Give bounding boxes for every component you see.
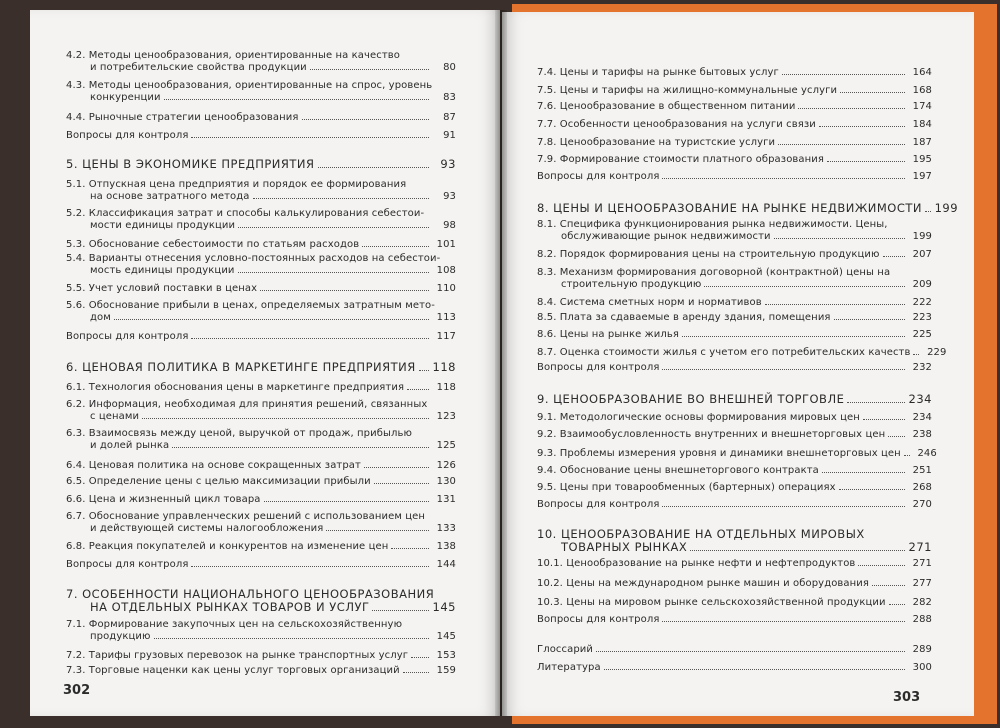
toc-entry-title: конкуренции [90, 92, 161, 103]
toc-page-number: 207 [912, 249, 932, 260]
toc-entry [537, 464, 932, 476]
toc-entry-title: Вопросы для контроля [66, 559, 189, 570]
toc-dot-leader [164, 91, 429, 100]
toc-page-number: 153 [436, 650, 456, 661]
toc-page-number: 144 [436, 559, 456, 570]
toc-dot-leader [191, 558, 429, 567]
toc-page-number: 93 [443, 191, 456, 202]
toc-dot-leader [690, 542, 905, 551]
toc-dot-leader [260, 282, 429, 291]
toc-entry [66, 80, 456, 103]
toc-entry-title: 7.6. Ценообразование в общественном питании [537, 101, 796, 112]
page-number: 302 [63, 683, 91, 698]
toc-page-number: 117 [436, 331, 456, 342]
toc-entry-title: 7.1. Формирование закупочных цен на сельскохозяйственную [66, 619, 403, 630]
toc-entry [66, 330, 456, 342]
toc-entry [537, 84, 932, 96]
toc-entry-title: 8.4. Система сметных норм и нормативов [537, 297, 762, 308]
toc-dot-leader [391, 540, 429, 549]
toc-page-number: 209 [912, 279, 932, 290]
toc-page-number: 145 [436, 631, 456, 642]
toc-entry [537, 267, 932, 290]
toc-page-number: 110 [436, 283, 456, 294]
toc-dot-leader [142, 410, 429, 419]
toc-dot-leader [883, 248, 905, 257]
toc-page-number: 108 [436, 265, 456, 276]
toc-dot-leader [888, 428, 905, 437]
toc-dot-leader [782, 66, 905, 75]
toc-entry [66, 208, 456, 231]
toc-entry-title: Вопросы для контроля [537, 171, 660, 182]
toc-dot-leader [374, 475, 429, 484]
toc-entry [66, 588, 456, 614]
toc-dot-leader [407, 381, 429, 390]
toc-entry-title: и долей рынка [90, 440, 170, 451]
toc-entry [537, 100, 932, 112]
toc-dot-leader [411, 649, 429, 658]
toc-page-number: 159 [436, 665, 456, 676]
toc-dot-leader [419, 362, 429, 371]
toc-entry [66, 649, 456, 661]
toc-entry-title: 9.5. Цены при товарообменных (бартерных) операциях [537, 482, 836, 493]
toc-dot-leader [774, 230, 905, 239]
toc-dot-leader [403, 664, 429, 673]
toc-entry-title: 5.5. Учет условий поставки в ценах [66, 283, 258, 294]
toc-entry [66, 619, 456, 642]
toc-entry-title: 4.3. Методы ценообразования, ориентированные на спрос, уровень [66, 80, 433, 91]
toc-entry-title: с ценами [90, 411, 140, 422]
toc-entry-title: Вопросы для контроля [537, 614, 660, 625]
toc-dot-leader [326, 522, 429, 531]
toc-page-number: 123 [436, 411, 456, 422]
toc-entry-title: 10.3. Цены на мировом рынке сельскохозяйственной продукции [537, 597, 886, 608]
toc-entry-title: Глоссарий [537, 644, 593, 655]
toc-entry [537, 577, 932, 589]
toc-entry-title: 8.1. Специфика функционирования рынка недвижимости. Цены, [537, 219, 888, 230]
toc-dot-leader [264, 493, 429, 502]
toc-entry-title: 6.1. Технология обоснования цены в маркетинге предприятия [66, 382, 405, 393]
toc-page-number: 199 [912, 231, 932, 242]
toc-entry [66, 111, 456, 123]
toc-entry-title: на основе затратного метода [90, 191, 250, 202]
toc-entry-title: мости единицы продукции [90, 220, 236, 231]
toc-page-number: 288 [912, 614, 932, 625]
toc-entry-title: 7.4. Цены и тарифы на рынке бытовых услуг [537, 67, 779, 78]
toc-dot-leader [662, 361, 905, 370]
toc-dot-leader [704, 278, 905, 287]
toc-page-number: 195 [912, 154, 932, 165]
toc-dot-leader [847, 394, 905, 403]
toc-entry [537, 557, 932, 569]
toc-entry-title: 9.2. Взаимообусловленность внутренних и внешнеторговых цен [537, 429, 886, 440]
toc-dot-leader [682, 328, 905, 337]
toc-dot-leader [154, 630, 430, 639]
page-number: 303 [893, 690, 921, 705]
toc-entry-title: 10.1. Ценообразование на рынке нефти и нефтепродуктов [537, 558, 856, 569]
toc-entry-title: 9.4. Обоснование цены внешнеторгового контракта [537, 465, 819, 476]
toc-page-number: 118 [432, 360, 456, 374]
toc-page-number: 199 [934, 201, 959, 215]
toc-entry-title: 6.4. Ценовая политика на основе сокращенных затрат [66, 460, 361, 471]
toc-page-number: 130 [436, 476, 456, 487]
toc-dot-leader [913, 346, 919, 355]
toc-page-number: 145 [432, 600, 456, 614]
toc-entry-title: Вопросы для контроля [66, 331, 189, 342]
toc-page-number: 93 [440, 157, 456, 171]
toc-page-number: 164 [912, 67, 932, 78]
toc-entry-title: 10. ЦЕНООБРАЗОВАНИЕ НА ОТДЕЛЬНЫХ МИРОВЫХ [537, 527, 865, 541]
toc-entry [537, 136, 932, 148]
toc-page-number: 271 [912, 558, 932, 569]
toc-entry-title: 9. ЦЕНООБРАЗОВАНИЕ ВО ВНЕШНЕЙ ТОРГОВЛЕ [537, 392, 845, 406]
toc-entry [66, 129, 456, 141]
toc-entry [66, 238, 456, 250]
toc-entry-title: 7.7. Особенности ценообразования на услуги связи [537, 119, 816, 130]
toc-entry [537, 219, 932, 242]
toc-entry [537, 153, 932, 165]
toc-entry-title: 6.6. Цена и жизненный цикл товара [66, 494, 261, 505]
toc-entry [66, 381, 456, 393]
toc-dot-leader [191, 330, 429, 339]
toc-dot-leader [238, 219, 429, 228]
toc-page-number: 133 [436, 523, 456, 534]
toc-entry [537, 447, 937, 459]
toc-dot-leader [114, 311, 429, 320]
toc-dot-leader [858, 557, 905, 566]
toc-dot-leader [839, 481, 905, 490]
toc-entry [66, 50, 456, 73]
toc-page-number: 289 [912, 644, 932, 655]
toc-dot-leader [822, 464, 905, 473]
toc-dot-leader [662, 170, 905, 179]
toc-entry-title: и потребительские свойства продукции [90, 62, 307, 73]
toc-dot-leader [840, 84, 905, 93]
toc-page-number: 168 [912, 85, 932, 96]
toc-entry-title: Вопросы для контроля [537, 362, 660, 373]
toc-entry [537, 498, 932, 510]
toc-page-number: 138 [436, 541, 456, 552]
toc-entry-title: 8. ЦЕНЫ И ЦЕНООБРАЗОВАНИЕ НА РЫНКЕ НЕДВИЖИМОСТИ [537, 201, 923, 215]
toc-entry-title: 5.6. Обоснование прибыли в ценах, определяемых затратным мето- [66, 300, 435, 311]
toc-entry-title: Вопросы для контроля [66, 130, 189, 141]
toc-entry [66, 558, 456, 570]
toc-entry [537, 661, 932, 673]
toc-entry-title: продукцию [90, 631, 151, 642]
toc-entry [537, 346, 947, 358]
toc-page-number: 98 [443, 220, 456, 231]
toc-page-number: 234 [912, 412, 932, 423]
toc-page-number: 246 [917, 448, 937, 459]
toc-entry [537, 170, 932, 182]
toc-dot-leader [191, 129, 429, 138]
toc-entry [537, 596, 932, 608]
toc-dot-leader [238, 264, 429, 273]
toc-page-number: 87 [443, 112, 456, 123]
toc-entry-title: строительную продукцию [561, 279, 702, 290]
toc-entry-title: 6. ЦЕНОВАЯ ПОЛИТИКА В МАРКЕТИНГЕ ПРЕДПРИЯТИЯ [66, 360, 416, 374]
toc-entry [66, 493, 456, 505]
toc-entry-title: мость единицы продукции [90, 265, 235, 276]
toc-entry [66, 511, 456, 534]
toc-page-number: 118 [436, 382, 456, 393]
toc-dot-leader [827, 153, 905, 162]
toc-dot-leader [172, 439, 429, 448]
toc-dot-leader [872, 577, 905, 586]
toc-dot-leader [889, 596, 905, 605]
toc-entry [537, 66, 932, 78]
toc-dot-leader [253, 190, 429, 199]
toc-page-number: 113 [436, 312, 456, 323]
toc-entry-title: 5.3. Обоснование себестоимости по статьям расходов [66, 239, 360, 250]
toc-entry-title: ТОВАРНЫХ РЫНКАХ [561, 540, 688, 554]
toc-entry [537, 481, 932, 493]
toc-page-number: 222 [912, 297, 932, 308]
toc-entry-title: 9.3. Проблемы измерения уровня и динамики внешнеторговых цен [537, 448, 901, 459]
toc-page-number: 174 [912, 101, 932, 112]
toc-entry [66, 179, 456, 202]
toc-dot-leader [302, 111, 429, 120]
toc-page-number: 131 [436, 494, 456, 505]
toc-entry [66, 664, 456, 676]
toc-entry-title: 8.6. Цены на рынке жилья [537, 329, 679, 340]
toc-page-number: 234 [908, 392, 932, 406]
toc-entry-title: 6.8. Реакция покупателей и конкурентов на изменение цен [66, 541, 389, 552]
toc-dot-leader [362, 238, 429, 247]
toc-dot-leader [819, 118, 905, 127]
toc-entry [537, 118, 932, 130]
toc-entry-title: 7.2. Тарифы грузовых перевозок на рынке транспортных услуг [66, 650, 409, 661]
toc-page-number: 91 [443, 130, 456, 141]
toc-page-number: 184 [912, 119, 932, 130]
toc-entry-title: 5.1. Отпускная цена предприятия и порядок ее формирования [66, 179, 407, 190]
toc-entry [66, 300, 456, 323]
toc-entry-title: 7.8. Ценообразование на туристские услуги [537, 137, 776, 148]
toc-entry-title: НА ОТДЕЛЬНЫХ РЫНКАХ ТОВАРОВ И УСЛУГ [90, 600, 370, 614]
toc-entry-title: обслуживающие рынок недвижимости [561, 231, 771, 242]
toc-entry-title: дом [90, 312, 111, 323]
toc-page-number: 101 [436, 239, 456, 250]
toc-entry [537, 328, 932, 340]
toc-page-number: 83 [443, 92, 456, 103]
toc-entry-title: 7. ОСОБЕННОСТИ НАЦИОНАЛЬНОГО ЦЕНООБРАЗОВАНИЯ [66, 587, 435, 601]
toc-entry-title: 8.2. Порядок формирования цены на строительную продукцию [537, 249, 880, 260]
toc-entry [537, 428, 932, 440]
toc-dot-leader [834, 311, 905, 320]
toc-page-number: 277 [912, 578, 932, 589]
toc-page-number: 223 [912, 312, 932, 323]
toc-entry-title: 7.3. Торговые наценки как цены услуг торговых организаций [66, 665, 400, 676]
toc-entry-title: 6.2. Информация, необходимая для принятия решений, связанных [66, 399, 428, 410]
toc-entry-title: 5.4. Варианты отнесения условно-постоянных расходов на себестои- [66, 253, 441, 264]
toc-dot-leader [925, 203, 931, 212]
toc-entry [66, 361, 456, 374]
toc-page-number: 268 [912, 482, 932, 493]
toc-dot-leader [310, 61, 429, 70]
toc-entry-title: 8.5. Плата за сдаваемые в аренду здания, помещения [537, 312, 831, 323]
toc-entry [66, 253, 456, 276]
toc-page-number: 126 [436, 460, 456, 471]
toc-entry [537, 311, 932, 323]
toc-page-number: 232 [912, 362, 932, 373]
toc-entry [66, 158, 456, 171]
toc-entry-title: 4.4. Рыночные стратегии ценообразования [66, 112, 299, 123]
toc-dot-leader [798, 100, 905, 109]
toc-page-number: 229 [927, 347, 947, 358]
toc-entry [537, 361, 932, 373]
toc-page-number: 270 [912, 499, 932, 510]
toc-page-number: 197 [912, 171, 932, 182]
toc-entry-title: Вопросы для контроля [537, 499, 660, 510]
toc-entry [66, 399, 456, 422]
toc-entry-title: Литература [537, 662, 601, 673]
toc-entry [66, 459, 456, 471]
toc-dot-leader [372, 602, 429, 611]
toc-entry [537, 528, 932, 554]
book-spine-gutter [495, 10, 507, 716]
toc-dot-leader [904, 447, 910, 456]
toc-entry [66, 475, 456, 487]
toc-entry-title: 4.2. Методы ценообразования, ориентированные на качество [66, 50, 400, 61]
toc-entry-title: 5.2. Классификация затрат и способы калькулирования себестои- [66, 208, 425, 219]
toc-page-number: 282 [912, 597, 932, 608]
toc-entry-title: 7.9. Формирование стоимости платного образования [537, 154, 824, 165]
toc-entry-title: 5. ЦЕНЫ В ЭКОНОМИКЕ ПРЕДПРИЯТИЯ [66, 157, 315, 171]
toc-page-number: 80 [443, 62, 456, 73]
toc-entry-title: 8.3. Механизм формирования договорной (контрактной) цены на [537, 267, 891, 278]
toc-dot-leader [318, 159, 430, 168]
toc-dot-leader [604, 661, 905, 670]
toc-entry [537, 393, 932, 406]
toc-entry-title: 6.3. Взаимосвязь между ценой, выручкой от продаж, прибылью [66, 428, 412, 439]
toc-entry-title: 6.5. Определение цены с целью максимизации прибыли [66, 476, 371, 487]
toc-dot-leader [596, 643, 905, 652]
toc-entry-title: 8.7. Оценка стоимости жилья с учетом его потребительских качеств [537, 347, 911, 358]
toc-entry [537, 201, 959, 215]
toc-entry-title: 6.7. Обоснование управленческих решений с использованием цен [66, 511, 426, 522]
toc-entry [537, 296, 932, 308]
toc-entry-title: 10.2. Цены на международном рынке машин и оборудования [537, 578, 870, 589]
toc-page-number: 300 [912, 662, 932, 673]
toc-page-number: 225 [912, 329, 932, 340]
toc-page-number: 271 [908, 540, 932, 554]
toc-entry-title: 7.5. Цены и тарифы на жилищно-коммунальные услуги [537, 85, 838, 96]
toc-dot-leader [765, 296, 905, 305]
toc-dot-leader [863, 411, 905, 420]
toc-entry-title: 9.1. Методологические основы формирования мировых цен [537, 412, 860, 423]
toc-entry [537, 613, 932, 625]
toc-page-number: 251 [912, 465, 932, 476]
toc-page-number: 187 [912, 137, 932, 148]
toc-entry [66, 428, 456, 451]
toc-page-number: 238 [912, 429, 932, 440]
toc-dot-leader [662, 498, 905, 507]
toc-entry [537, 411, 932, 423]
toc-entry [66, 282, 456, 294]
toc-entry [66, 540, 456, 552]
toc-entry-title: и действующей системы налогообложения [90, 523, 324, 534]
toc-dot-leader [662, 613, 905, 622]
toc-dot-leader [778, 136, 905, 145]
toc-page-number: 125 [436, 440, 456, 451]
toc-dot-leader [364, 459, 429, 468]
toc-entry [537, 643, 932, 655]
toc-entry [537, 248, 932, 260]
